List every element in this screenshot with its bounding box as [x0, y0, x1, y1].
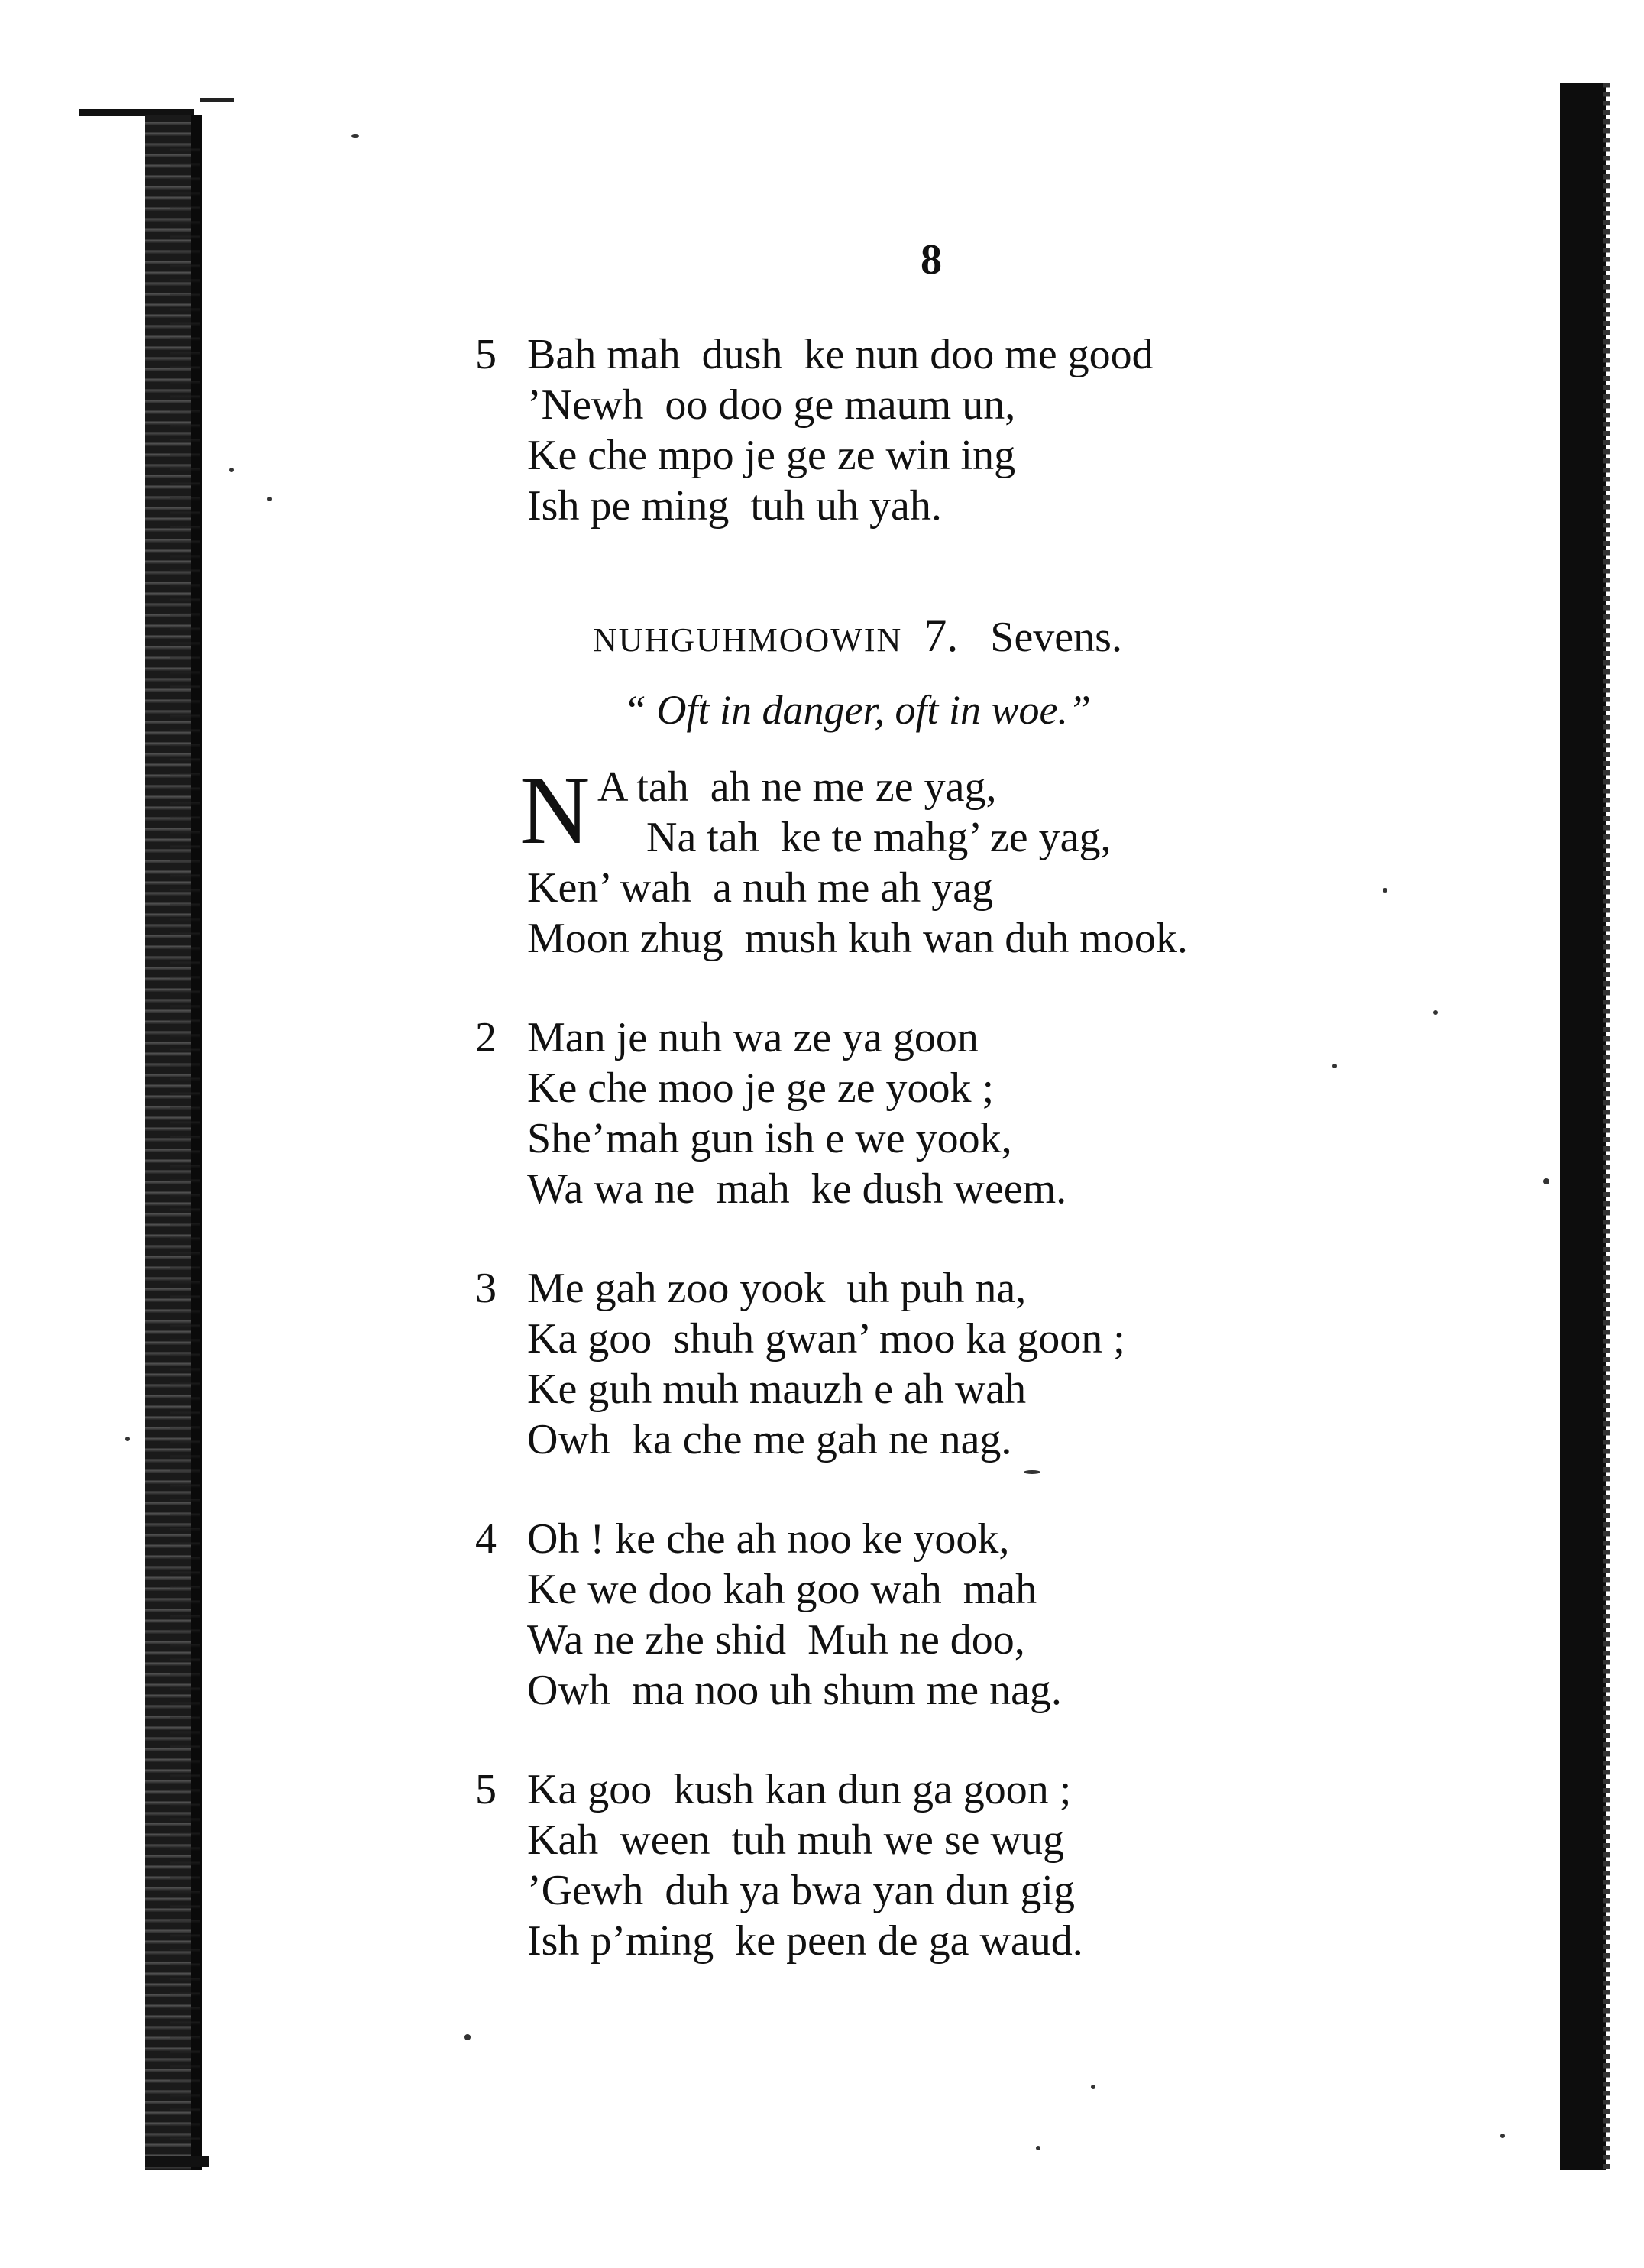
- verse-line: Me gah zoo yook uh puh na,: [527, 1265, 1027, 1312]
- scan-speck: [1500, 2134, 1505, 2138]
- verse-line: Ish p’ming ke peen de ga waud.: [527, 1917, 1083, 1965]
- scan-speck: [267, 497, 272, 501]
- scan-speck: [351, 134, 359, 138]
- scan-speck: [1332, 1064, 1337, 1068]
- verse-line: Ka goo shuh gwan’ moo ka goon ;: [527, 1315, 1125, 1362]
- verse-line: She’mah gun ish e we yook,: [527, 1115, 1012, 1162]
- scan-speck: [1036, 2146, 1040, 2150]
- verse-line: Ke che moo je ge ze yook ;: [527, 1064, 995, 1112]
- stanza-number: 5: [475, 1766, 497, 1813]
- verse-line: Ken’ wah a nuh me ah yag: [527, 864, 994, 912]
- verse-line: Na tah ke te mahg’ ze yag,: [646, 814, 1112, 861]
- stanza-number: 2: [475, 1014, 497, 1061]
- left-binding-texture: [170, 138, 200, 2140]
- verse-line: A tah ah ne me ze yag,: [597, 763, 997, 811]
- verse-line: Wa wa ne mah ke dush weem.: [527, 1165, 1067, 1213]
- hymn-meter: Sevens.: [990, 614, 1122, 661]
- scan-speck: [1433, 1010, 1438, 1015]
- verse-line: Moon zhug mush kuh wan duh mook.: [527, 915, 1188, 962]
- verse-line: Ke we doo kah goo wah mah: [527, 1566, 1037, 1613]
- verse-line: Ke guh muh mauzh e ah wah: [527, 1366, 1027, 1413]
- verse-line: Man je nuh wa ze ya goon: [527, 1014, 979, 1061]
- verse-line: Ish pe ming tuh uh yah.: [527, 482, 942, 530]
- stanza-number: 5: [475, 331, 497, 378]
- left-binding-speck: [200, 98, 234, 102]
- scan-speck: [229, 468, 234, 472]
- verse-line: Owh ma noo uh shum me nag.: [527, 1667, 1062, 1714]
- hymn-heading-number: 7.: [924, 611, 959, 661]
- verse-line: Oh ! ke che ah noo ke yook,: [527, 1515, 1010, 1563]
- verse-line: ’Gewh duh ya bwa yan dun gig: [527, 1867, 1075, 1914]
- hymn-tune-line: “ Oft in danger, oft in woe.”: [623, 687, 1092, 733]
- scan-speck: [464, 2034, 471, 2040]
- page-number: 8: [921, 236, 942, 284]
- drop-cap: N: [519, 756, 591, 864]
- left-binding-foot: [145, 2156, 209, 2167]
- right-binding-edge: [1560, 83, 1606, 2170]
- scan-speck: [1024, 1470, 1040, 1474]
- verse-line: Owh ka che me gah ne nag.: [527, 1416, 1012, 1463]
- verse-line: Wa ne zhe shid Muh ne doo,: [527, 1616, 1025, 1664]
- verse-line: Kah ween tuh muh we se wug: [527, 1816, 1064, 1864]
- verse-line: Ka goo kush kan dun ga goon ;: [527, 1766, 1072, 1813]
- scan-speck: [1543, 1178, 1549, 1184]
- scan-speck: [1383, 888, 1387, 893]
- stanza-number: 4: [475, 1515, 497, 1563]
- verse-line: ’Newh oo doo ge maum un,: [527, 381, 1016, 429]
- verse-line: Ke che mpo je ge ze win ing: [527, 432, 1016, 479]
- right-binding-texture: [1603, 83, 1610, 2170]
- hymn-heading-title: NUHGUHMOOWIN: [593, 621, 903, 659]
- hymn-heading: [593, 610, 1122, 663]
- stanza-number: 3: [475, 1265, 497, 1312]
- verse-line: Bah mah dush ke nun doo me good: [527, 331, 1154, 378]
- scan-speck: [1091, 2085, 1095, 2089]
- scan-speck: [125, 1437, 130, 1441]
